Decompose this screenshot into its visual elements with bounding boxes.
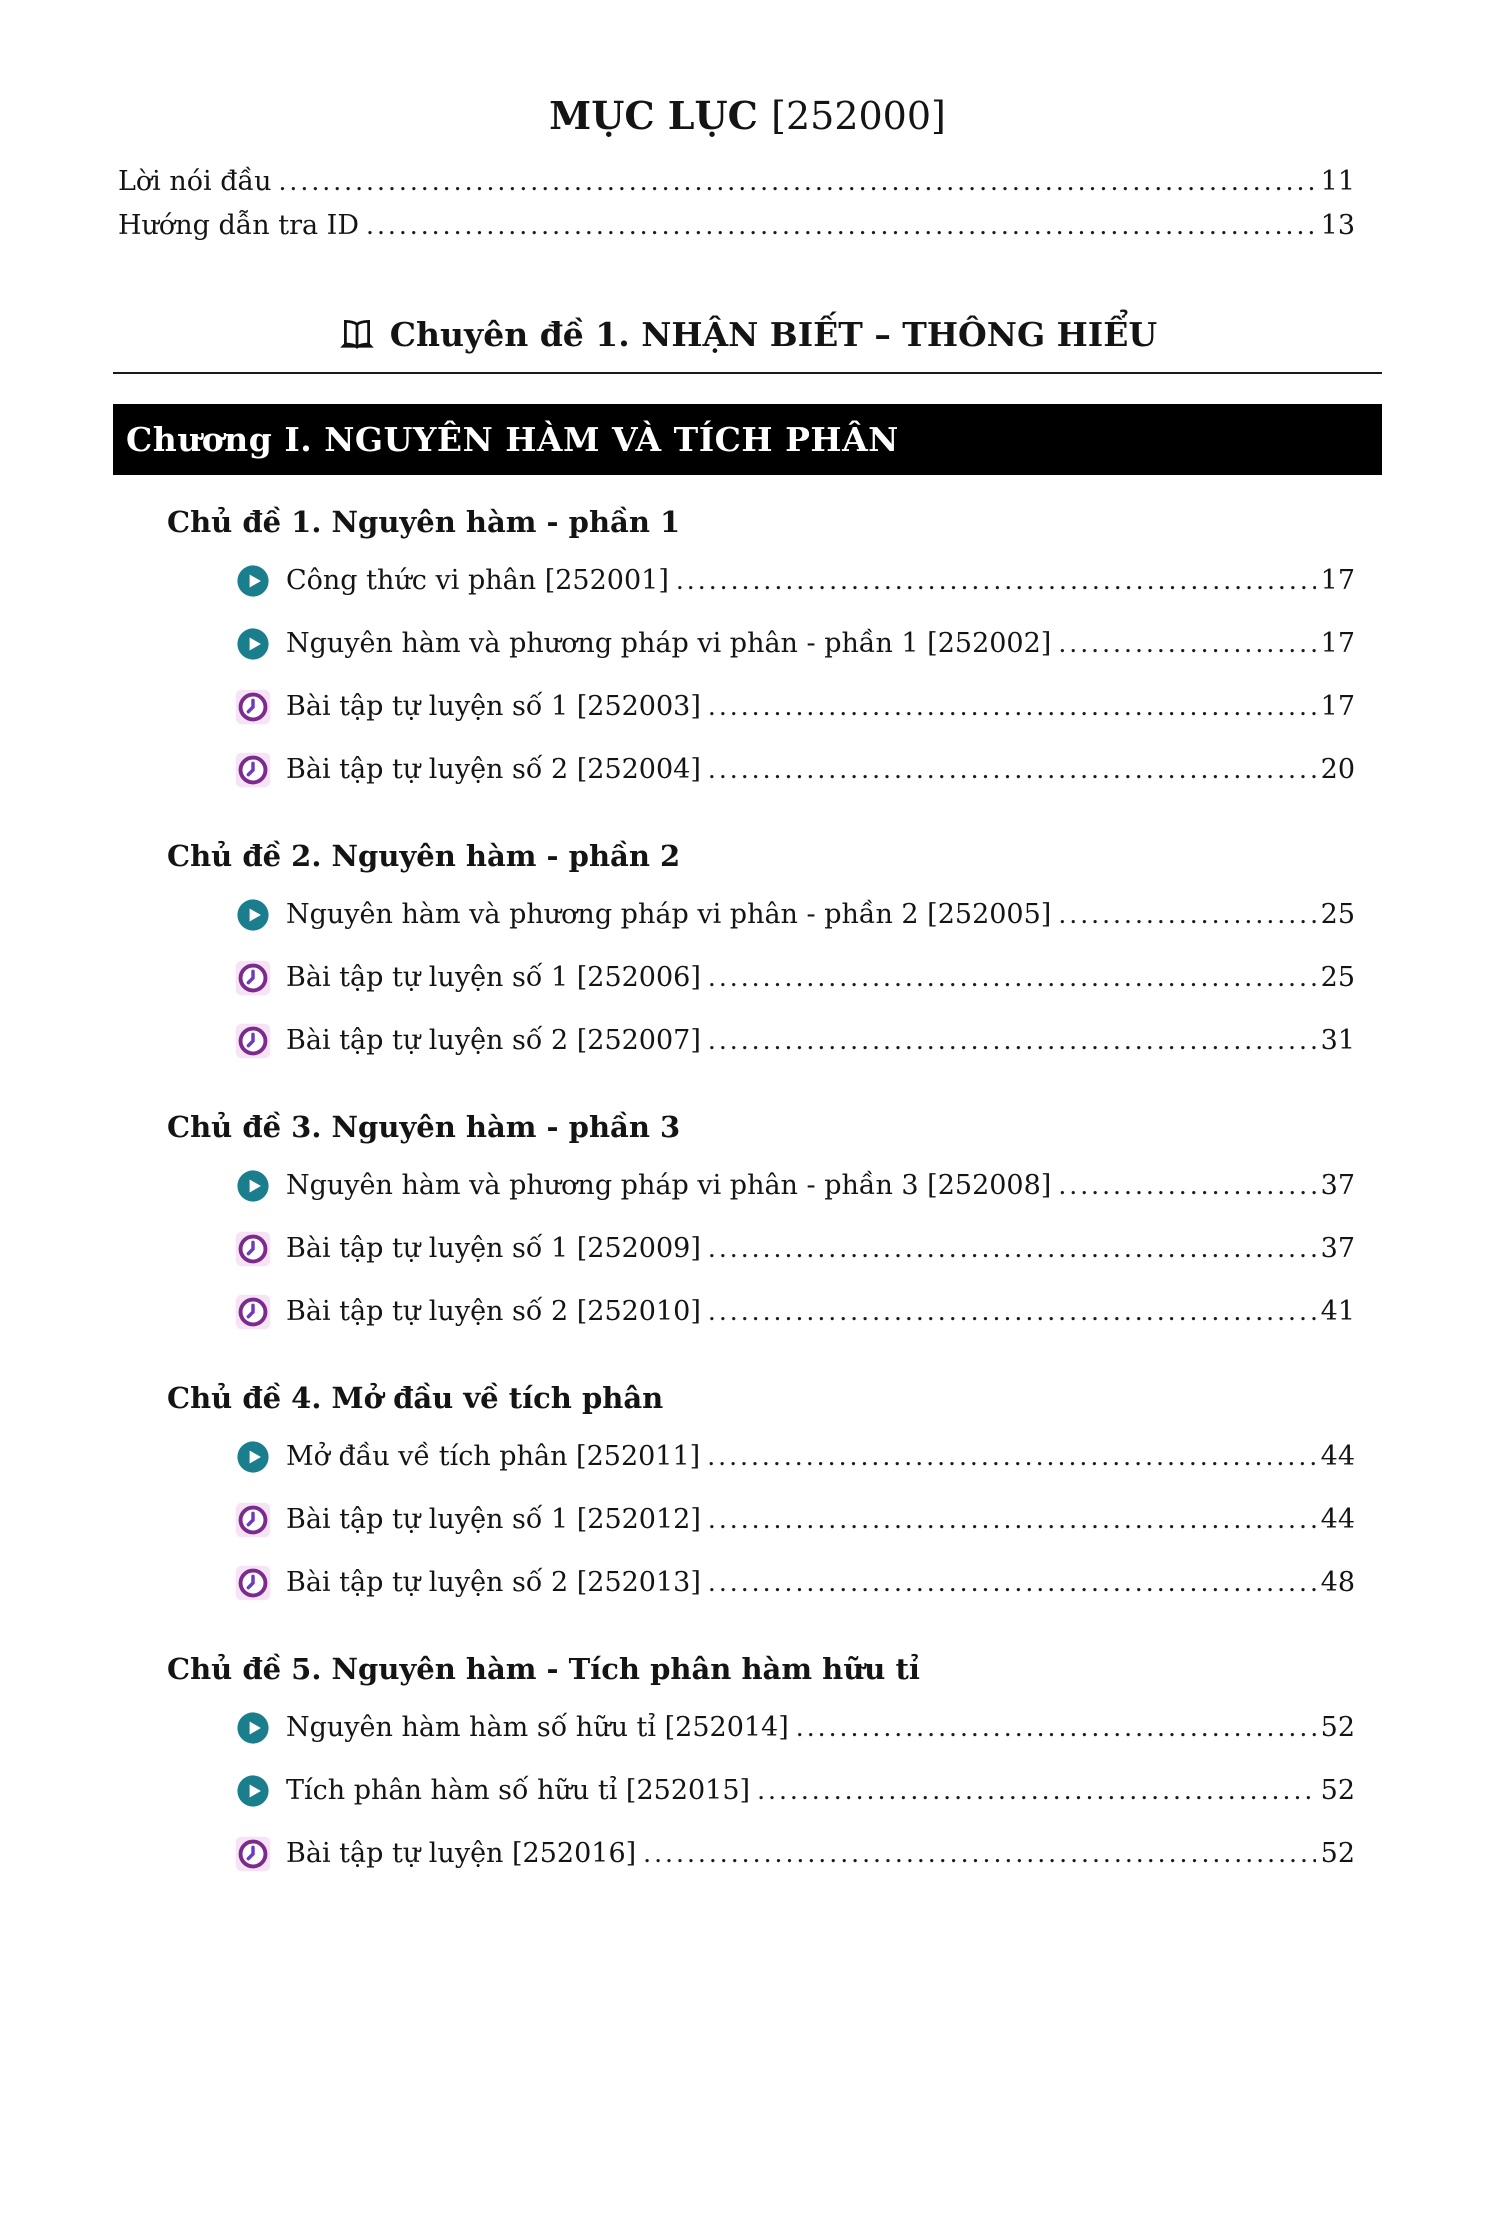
section-items bbox=[113, 549, 1382, 801]
toc-item-label: Bài tập tự luyện số 1 [252003] bbox=[286, 691, 701, 722]
toc-item-label: Bài tập tự luyện số 2 [252013] bbox=[286, 1567, 701, 1598]
section-heading: Chủ đề 5. Nguyên hàm - Tích phân hàm hữu tỉ bbox=[167, 1652, 920, 1686]
toc-item-label: Bài tập tự luyện số 1 [252012] bbox=[286, 1504, 701, 1535]
dot-leader bbox=[708, 1504, 1316, 1535]
page-title-id: [252000] bbox=[771, 94, 946, 138]
dot-leader bbox=[676, 565, 1316, 596]
section-heading: Chủ đề 3. Nguyên hàm - phần 3 bbox=[167, 1110, 681, 1144]
dot-leader bbox=[707, 1441, 1315, 1472]
toc-item-page: 52 bbox=[1320, 1775, 1355, 1806]
toc-item-label: Tích phân hàm số hữu tỉ [252015] bbox=[286, 1775, 751, 1806]
heading-divider bbox=[113, 372, 1382, 374]
section-heading: Chủ đề 2. Nguyên hàm - phần 2 bbox=[167, 839, 681, 873]
toc-section bbox=[113, 501, 1382, 801]
toc-entry-loi-noi-dau[interactable] bbox=[113, 166, 1382, 210]
toc-item-page: 25 bbox=[1320, 899, 1355, 930]
dot-leader bbox=[1058, 1170, 1315, 1201]
play-icon bbox=[236, 627, 270, 661]
toc-item-page: 25 bbox=[1320, 962, 1355, 993]
toc-item-page: 52 bbox=[1320, 1838, 1355, 1869]
toc-item[interactable] bbox=[235, 946, 1382, 1009]
clock-icon bbox=[235, 1836, 271, 1872]
toc-item[interactable] bbox=[235, 1280, 1382, 1343]
dot-leader bbox=[708, 1296, 1316, 1327]
toc-item[interactable] bbox=[235, 612, 1382, 675]
toc-item-page: 17 bbox=[1320, 691, 1355, 722]
section-heading: Chủ đề 1. Nguyên hàm - phần 1 bbox=[167, 505, 681, 539]
clock-icon bbox=[235, 689, 271, 725]
toc-entry-label: Hướng dẫn tra ID bbox=[118, 210, 359, 241]
toc-item-page: 20 bbox=[1320, 754, 1355, 785]
toc-item[interactable] bbox=[235, 1551, 1382, 1614]
part-heading-text: Chuyên đề 1. NHẬN BIẾT – THÔNG HIỂU bbox=[389, 315, 1158, 354]
toc-item-page: 44 bbox=[1320, 1441, 1355, 1472]
play-icon bbox=[236, 564, 270, 598]
dot-leader bbox=[708, 691, 1316, 722]
toc-item-page: 44 bbox=[1320, 1504, 1355, 1535]
dot-leader bbox=[796, 1712, 1316, 1743]
dot-leader bbox=[708, 1025, 1316, 1056]
toc-item-label: Bài tập tự luyện số 2 [252007] bbox=[286, 1025, 701, 1056]
dot-leader bbox=[708, 754, 1316, 785]
toc-item-label: Bài tập tự luyện số 1 [252009] bbox=[286, 1233, 701, 1264]
play-icon bbox=[236, 898, 270, 932]
toc-entry-page: 11 bbox=[1320, 166, 1355, 197]
toc-item-page: 17 bbox=[1320, 628, 1355, 659]
toc-section bbox=[113, 1377, 1382, 1614]
toc-item-page: 48 bbox=[1320, 1567, 1355, 1598]
toc-page bbox=[113, 92, 1382, 1885]
toc-item[interactable] bbox=[235, 675, 1382, 738]
toc-item[interactable] bbox=[235, 883, 1382, 946]
toc-item-label: Nguyên hàm và phương pháp vi phân - phần 1 [252002] bbox=[286, 628, 1052, 659]
dot-leader bbox=[643, 1838, 1315, 1869]
section-items bbox=[113, 883, 1382, 1072]
toc-item[interactable] bbox=[235, 1759, 1382, 1822]
open-book-icon bbox=[338, 318, 376, 352]
section-items bbox=[113, 1154, 1382, 1343]
toc-item-label: Công thức vi phân [252001] bbox=[286, 565, 669, 596]
toc-item-label: Mở đầu về tích phân [252011] bbox=[286, 1441, 701, 1472]
section-heading: Chủ đề 4. Mở đầu về tích phân bbox=[167, 1381, 664, 1415]
toc-entry-label: Lời nói đầu bbox=[118, 166, 272, 197]
toc-item-page: 37 bbox=[1320, 1233, 1355, 1264]
dot-leader bbox=[757, 1775, 1316, 1806]
toc-item[interactable] bbox=[235, 738, 1382, 801]
clock-icon bbox=[235, 1565, 271, 1601]
chapter-banner-text: Chương I. NGUYÊN HÀM VÀ TÍCH PHÂN bbox=[126, 420, 899, 459]
toc-item-page: 37 bbox=[1320, 1170, 1355, 1201]
play-icon bbox=[236, 1774, 270, 1808]
toc-item[interactable] bbox=[235, 1425, 1382, 1488]
toc-item-page: 31 bbox=[1320, 1025, 1355, 1056]
play-icon bbox=[236, 1711, 270, 1745]
toc-section bbox=[113, 1106, 1382, 1343]
toc-entry-page: 13 bbox=[1320, 210, 1355, 241]
toc-item-page: 17 bbox=[1320, 565, 1355, 596]
toc-item-label: Nguyên hàm hàm số hữu tỉ [252014] bbox=[286, 1712, 789, 1743]
page-title bbox=[113, 92, 1382, 140]
play-icon bbox=[236, 1169, 270, 1203]
toc-item[interactable] bbox=[235, 1154, 1382, 1217]
toc-entry-huong-dan-tra-id[interactable] bbox=[113, 210, 1382, 254]
clock-icon bbox=[235, 1231, 271, 1267]
chapter-banner bbox=[113, 404, 1382, 475]
toc-item-page: 41 bbox=[1320, 1296, 1355, 1327]
dot-leader bbox=[366, 210, 1316, 241]
clock-icon bbox=[235, 1023, 271, 1059]
dot-leader bbox=[708, 1233, 1316, 1264]
toc-sections bbox=[113, 501, 1382, 1885]
toc-item-label: Nguyên hàm và phương pháp vi phân - phần 3 [252008] bbox=[286, 1170, 1052, 1201]
toc-item-label: Bài tập tự luyện số 2 [252004] bbox=[286, 754, 701, 785]
toc-item-label: Bài tập tự luyện số 2 [252010] bbox=[286, 1296, 701, 1327]
front-matter-list bbox=[113, 166, 1382, 254]
part-heading bbox=[113, 314, 1382, 356]
dot-leader bbox=[1058, 628, 1315, 659]
toc-item[interactable] bbox=[235, 1488, 1382, 1551]
clock-icon bbox=[235, 960, 271, 996]
section-items bbox=[113, 1696, 1382, 1885]
toc-item[interactable] bbox=[235, 549, 1382, 612]
toc-item[interactable] bbox=[235, 1009, 1382, 1072]
toc-item[interactable] bbox=[235, 1217, 1382, 1280]
toc-item[interactable] bbox=[235, 1822, 1382, 1885]
dot-leader bbox=[278, 166, 1315, 197]
toc-item-label: Bài tập tự luyện số 1 [252006] bbox=[286, 962, 701, 993]
dot-leader bbox=[708, 1567, 1316, 1598]
dot-leader bbox=[1058, 899, 1315, 930]
dot-leader bbox=[708, 962, 1316, 993]
toc-item[interactable] bbox=[235, 1696, 1382, 1759]
play-icon bbox=[236, 1440, 270, 1474]
toc-item-label: Bài tập tự luyện [252016] bbox=[286, 1838, 637, 1869]
clock-icon bbox=[235, 752, 271, 788]
toc-item-label: Nguyên hàm và phương pháp vi phân - phần 2 [252005] bbox=[286, 899, 1052, 930]
clock-icon bbox=[235, 1502, 271, 1538]
toc-section bbox=[113, 835, 1382, 1072]
toc-section bbox=[113, 1648, 1382, 1885]
toc-item-page: 52 bbox=[1320, 1712, 1355, 1743]
clock-icon bbox=[235, 1294, 271, 1330]
page-title-text: MỤC LỤC bbox=[549, 93, 758, 138]
section-items bbox=[113, 1425, 1382, 1614]
